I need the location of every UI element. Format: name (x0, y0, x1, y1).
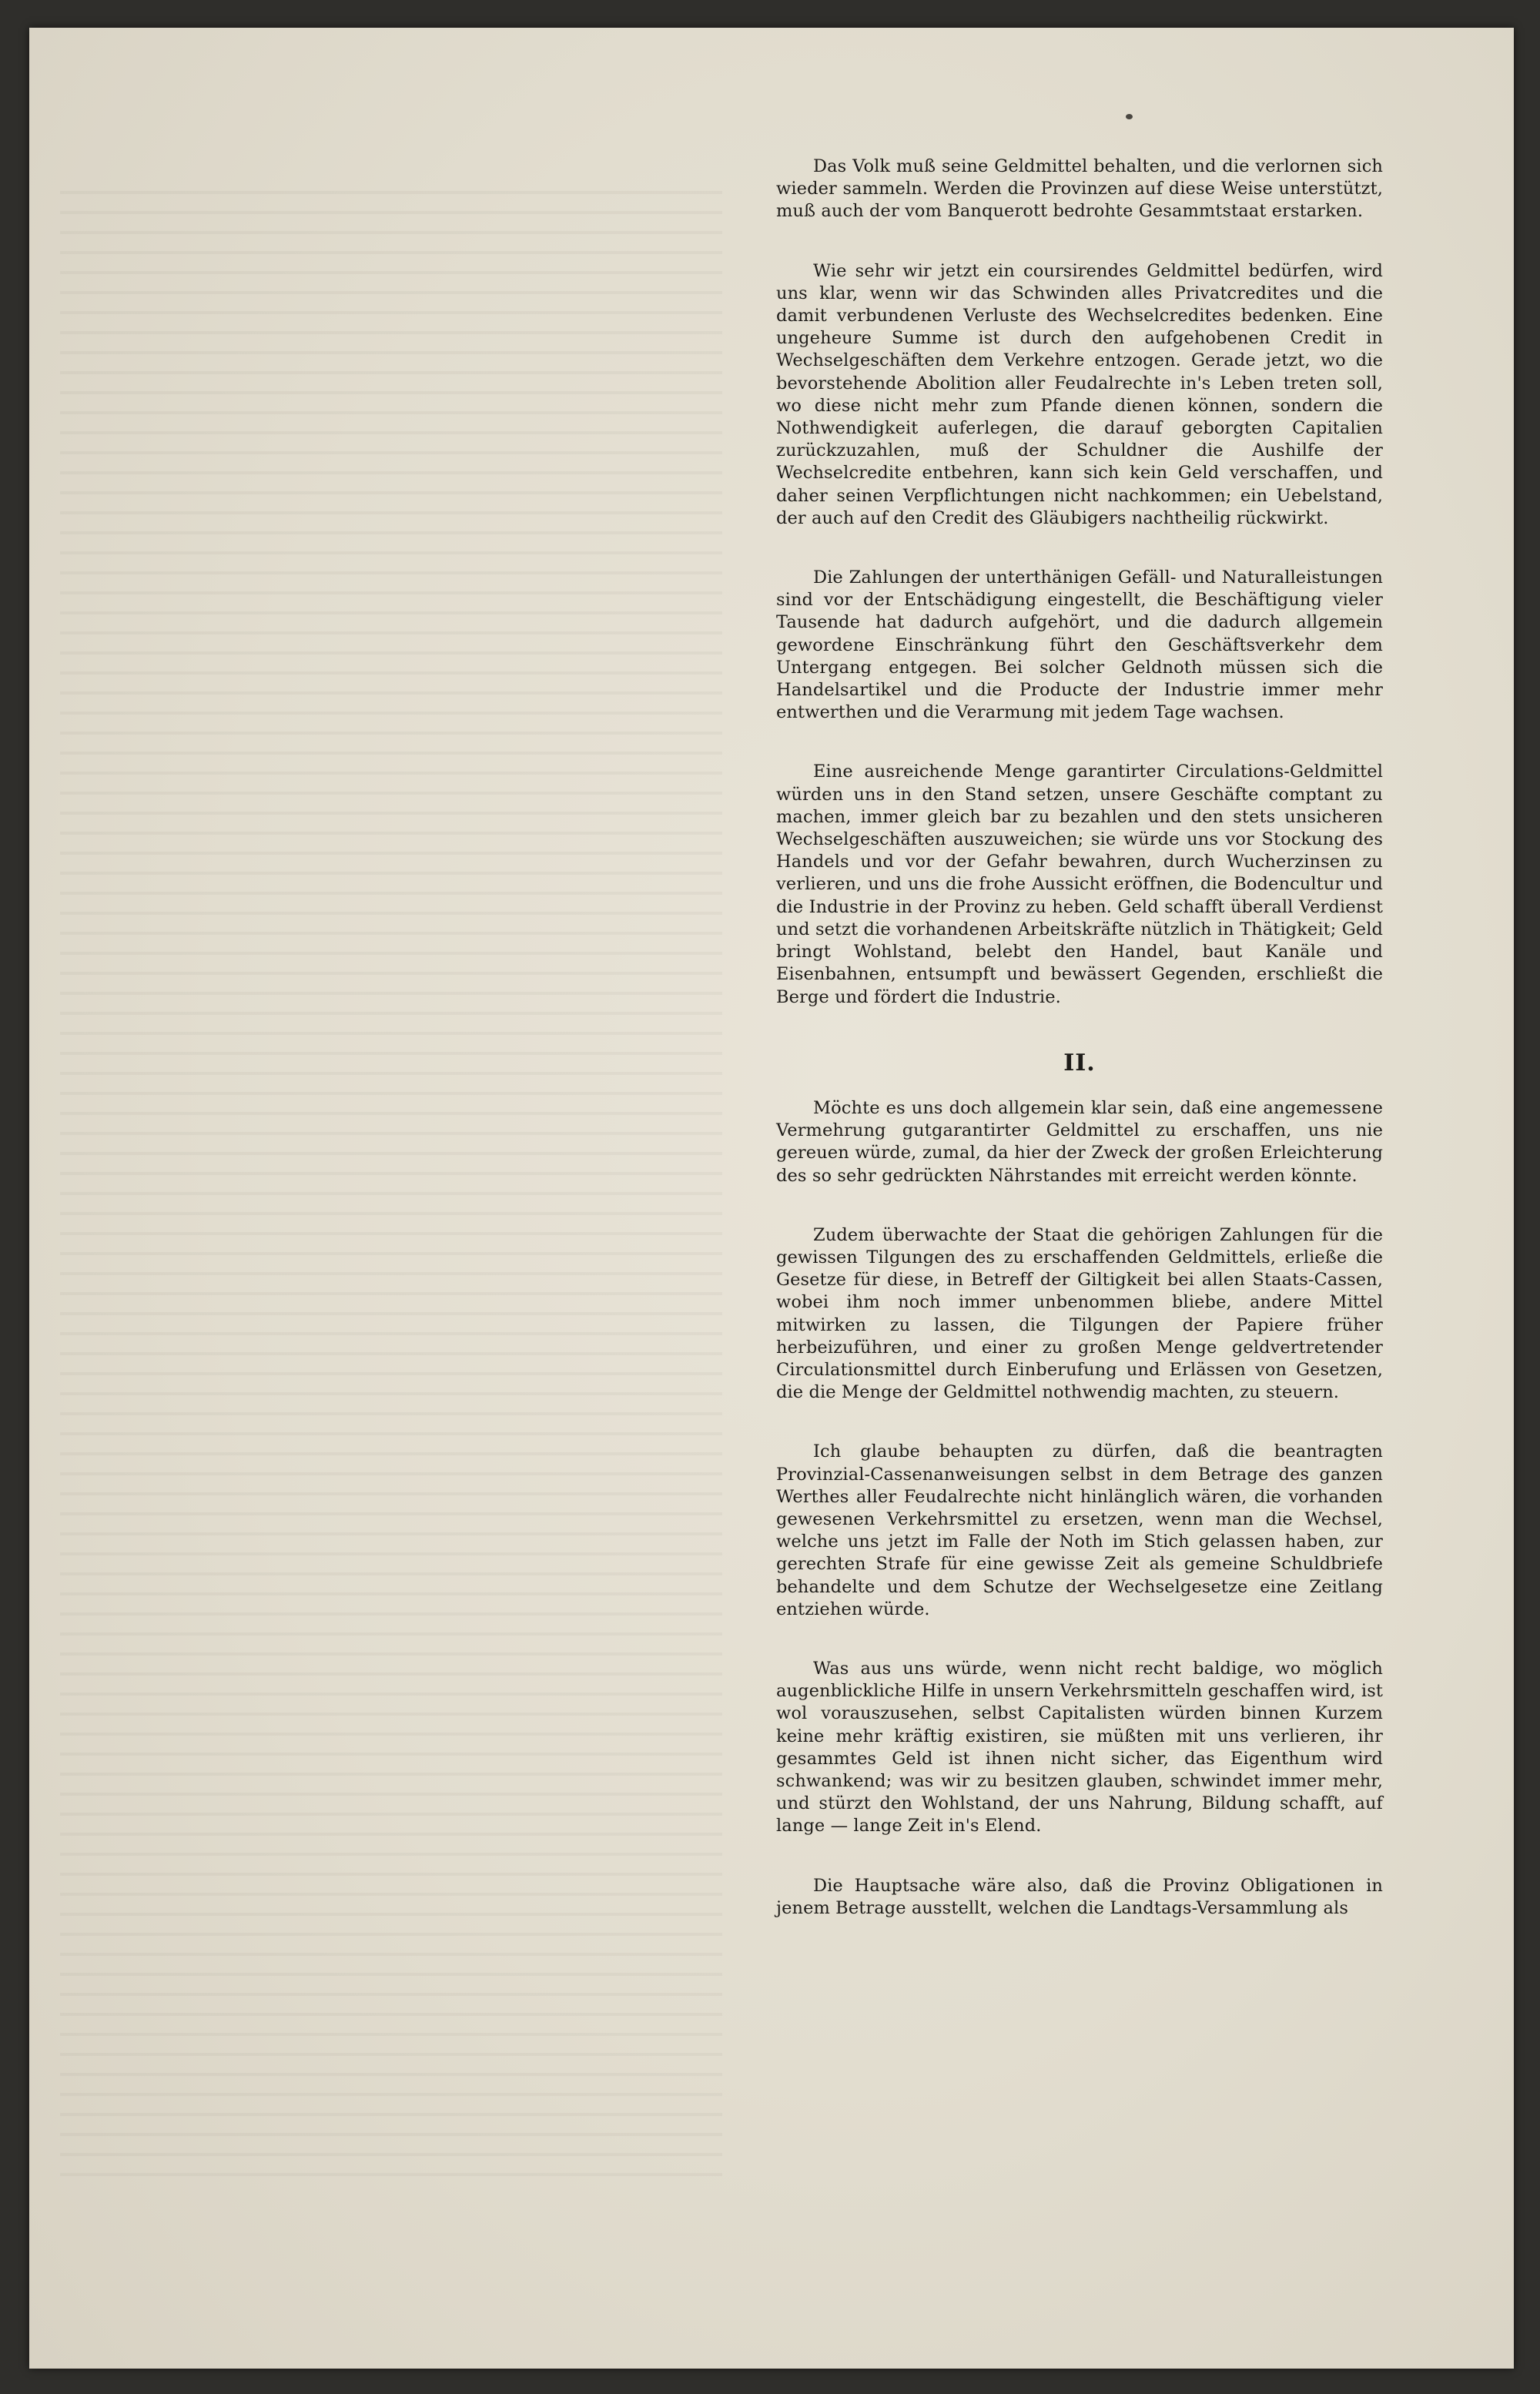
paragraph-4: Eine ausreichende Menge garantirter Circulations-Geldmittel würden uns in den Stand setzen, unsere Geschäfte comptant zu machen, immer gleich bar zu bezahlen und den stets unsicheren Wechselgeschäften auszuweichen; sie würde uns vor Stockung des Handels und vor der Gefahr bewahren, durch Wucherzinsen zu verlieren, und uns die frohe Aussicht eröffnen, die Bodencultur und die Industrie in der Provinz zu heben. Geld schafft überall Verdienst und setzt die vorhandenen Arbeitskräfte nützlich in Thätigkeit; Geld bringt Wohlstand, belebt den Handel, baut Kanäle und Eisenbahnen, entsumpft und bewässert Gegenden, erschließt die Berge und fördert die Industrie. (776, 762, 1383, 1007)
paragraph-1: Das Volk muß seine Geldmittel behalten, und die verlornen sich wieder sammeln. Werden die Provinzen auf diese Weise unterstützt, muß auch der vom Banquerott bedrohte Gesammtstaat erstarken. (776, 156, 1383, 222)
ink-speck (1126, 114, 1133, 119)
paragraph-3: Die Zahlungen der unterthänigen Gefäll- und Naturalleistungen sind vor der Entschädigung eingestellt, die Beschäftigung vieler Tausende hat dadurch aufgehört, und die dadurch allgemein gewordene Einschränkung führt den Geschäftsverkehr dem Untergang entgegen. Bei solcher Geldnoth müssen sich die Handelsartikel und die Producte der Industrie immer mehr entwerthen und die Verarmung mit jedem Tage wachsen. (776, 568, 1383, 723)
paragraph-8: Was aus uns würde, wenn nicht recht baldige, wo möglich augenblickliche Hilfe in unsern Verkehrsmitteln geschaffen wird, ist wol vorauszusehen, selbst Capitalisten würden binnen Kurzem keine mehr kräftig existiren, sie müßten mit uns verlieren, ihr gesammtes Geld ist ihnen nicht sicher, das Eigenthum wird schwankend; was wir zu besitzen glauben, schwindet immer mehr, und stürzt den Wohlstand, der uns Nahrung, Bildung schafft, auf lange — lange Zeit in's Elend. (776, 1658, 1383, 1837)
section-heading: II. (1063, 1049, 1096, 1076)
paragraph-2: Wie sehr wir jetzt ein coursirendes Geldmittel bedürfen, wird uns klar, wenn wir das Schwinden alles Privatcredites und die damit verbundenen Verluste des Wechselcredites bedenken. Eine ungeheure Summe ist durch den aufgehobenen Credit in Wechselgeschäften dem Verkehre entzogen. Gerade jetzt, wo die bevorstehende Abolition aller Feudalrechte in's Leben treten soll, wo diese nicht mehr zum Pfande dienen können, sondern die Nothwendigkeit auferlegen, die darauf geborgten Capitalien zurückzuzahlen, muß der Schuldner die Aushilfe der Wechselcredite entbehren, kann sich kein Geld verschaffen, und daher seinen Verpflichtungen nicht nachkommen; ein Uebelstand, der auch auf den Credit des Gläubigers nachtheilig rückwirkt. (776, 260, 1383, 528)
paragraph-9: Die Hauptsache wäre also, daß die Provinz Obligationen in jenem Betrage ausstellt, welchen die Landtags-Versammlung als (776, 1875, 1383, 1918)
text-column (776, 156, 1383, 1920)
paragraph-7: Ich glaube behaupten zu dürfen, daß die beantragten Provinzial-Cassenanweisungen selbst in dem Betrage des ganzen Werthes aller Feudalrechte nicht hinlänglich wären, die vorhanden gewesenen Verkehrsmittel zu ersetzen, wenn man die Wechsel, welche uns jetzt im Falle der Noth im Stich gelassen haben, zur gerechten Strafe für eine gewisse Zeit als gemeine Schuldbriefe behandelte und dem Schutze der Wechselgesetze eine Zeitlang entziehen würde. (776, 1441, 1383, 1619)
paragraph-5: Möchte es uns doch allgemein klar sein, daß eine angemessene Vermehrung gutgarantirter Geldmittel zu erschaffen, uns nie gereuen würde, zumal, da hier der Zweck der großen Erleichterung des so sehr gedrückten Nährstandes mit erreicht werden könnte. (776, 1097, 1383, 1186)
reverse-side-bleedthrough (60, 174, 722, 2176)
paragraph-6: Zudem überwachte der Staat die gehörigen Zahlungen für die gewissen Tilgungen des zu erschaffenden Geldmittels, erließe die Gesetze für diese, in Betreff der Giltigkeit bei allen Staats-Cassen, wobei ihm noch immer unbenommen bliebe, andere Mittel mitwirken zu lassen, die Tilgungen der Papiere früher herbeizuführen, und einer zu großen Menge geldvertretender Circulationsmittel durch Einberufung und Erlässen von Gesetzen, die die Menge der Geldmittel nothwendig machten, zu steuern. (776, 1224, 1383, 1403)
